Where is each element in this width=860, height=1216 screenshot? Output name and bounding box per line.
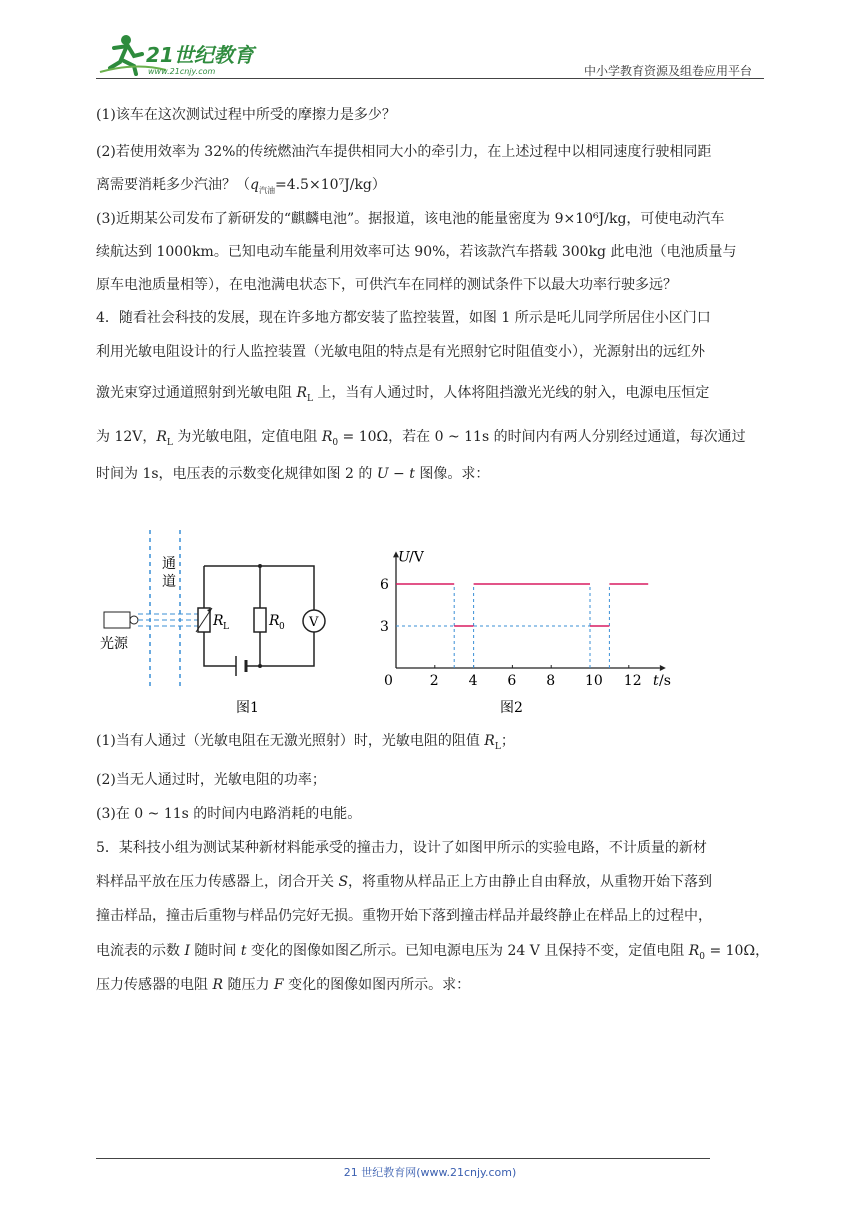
wire-left-bottom [204, 632, 236, 666]
q3-part3-line3: 原车电池质量相等），在电池满电状态下，可供汽车在同样的测试条件下以最大功率行驶多远？ [96, 277, 677, 293]
q4-line2: 利用光敏电阻设计的行人监控装置（光敏电阻的特点是有光照射它时阻值变小），光源射出的远红外 [96, 344, 705, 360]
q5-line2: 料样品平放在压力传感器上，闭合开关 S，将重物从样品正上方由静止自由释放，从重物开始下落到 [96, 874, 713, 890]
x-tick-label-8: 8 [546, 673, 556, 689]
q3-part3-line1: (3)近期某公司发布了新研发的“麒麟电池”。据报道，该电池的能量密度为 9×10⁶J/kg，可使电动汽车 [96, 211, 725, 227]
q5-line4: 电流表的示数 I 随时间 t 变化的图像如图乙所示。已知电源电压为 24 V 且保持不变，定值电阻 $R_0 = 10\Omega$， [96, 943, 770, 962]
light-source-lens [130, 616, 138, 624]
channel-label-1: 通 [162, 556, 176, 572]
x-tick-label-10: 10 [585, 673, 603, 689]
rl-sub: L [223, 622, 229, 632]
x-tick-label-6: 6 [507, 673, 517, 689]
q3-part3-line2: 续航达到 1000km。已知电动车能量利用效率可达 90%，若该款汽车搭载 300kg 此电池（电池质量与 [96, 244, 737, 260]
platform-name: 中小学教育资源及组卷应用平台 [583, 64, 752, 78]
footer-link[interactable]: 21 世纪教育网(www.21cnjy.com) [343, 1166, 517, 1179]
rl-label: R [213, 613, 224, 629]
r0-sub: 0 [279, 622, 285, 632]
runner-logo-icon [96, 32, 266, 80]
x-tick-label-12: 12 [623, 673, 642, 689]
y-axis-var: U [398, 549, 410, 566]
header-divider [96, 78, 764, 79]
figure-2-chart [370, 490, 680, 720]
x-tick-label-4: 4 [468, 673, 478, 689]
x-axis-arrow [660, 665, 666, 671]
voltmeter-label: V [309, 615, 319, 630]
resistor-r0 [254, 608, 266, 632]
wire-top [204, 566, 314, 610]
q5-line1: 5．某科技小组为测试某种新材料能承受的撞击力，设计了如图甲所示的实验电路，不计质量的新材 [96, 840, 707, 856]
wire-right-bottom [246, 632, 314, 666]
r0-label: R [269, 613, 280, 629]
x-tick-label-2: 2 [429, 673, 439, 689]
figure-2-caption: 图2 [500, 700, 523, 716]
q4-sub1: (1)当有人通过（光敏电阻在无激光照射）时，光敏电阻的阻值 $R_L$； [96, 733, 515, 752]
q3-part2-line2: 离需要消耗多少汽油？$(q_{汽油}=4.5\times 10^7J/kg)$ [96, 177, 386, 195]
q4-sub2: (2)当无人通过时，光敏电阻的功率； [96, 772, 326, 788]
logo-text: 21世纪教育 [146, 43, 254, 67]
q4-line5: 时间为 1s，电压表的示数变化规律如图 2 的 U − t 图像。求： [96, 466, 490, 482]
channel-label-2: 道 [162, 574, 176, 590]
site-logo [96, 32, 266, 80]
y-tick-label-3: 3 [380, 619, 389, 635]
q4-line3: 激光束穿过通道照射到光敏电阻 $R_L$ 上，当有人通过时，人体将阻挡激光光线的射入，电源电压恒定 [96, 385, 710, 404]
q4-line4: 为 12V，$R_L$ 为光敏电阻，定值电阻 $R_0 = 10\Omega$，若在 0 ~ 11s 的时间内有两人分别经过通道，每次通过 [96, 429, 746, 448]
figure-1-caption: 图1 [236, 700, 259, 716]
x-axis-var: t [653, 673, 659, 689]
q5-line5: 压力传感器的电阻 R 随压力 F 变化的图像如图丙所示。求： [96, 977, 471, 993]
q4-line1: 4．随看社会科技的发展，现在许多地方都安装了监控装置，如图 1 所示是吒儿同学所居住小区门口 [96, 310, 711, 326]
q3-part2-line1: (2)若使用效率为 32%的传统燃油汽车提供相同大小的牵引力，在上述过程中以相同速度行驶相同距 [96, 144, 712, 160]
x-axis-unit: /s [659, 673, 671, 689]
q4-sub3: (3)在 0 ~ 11s 的时间内电路消耗的电能。 [96, 806, 362, 822]
y-axis-unit: /V [409, 549, 424, 566]
y-tick-label-6: 6 [380, 577, 389, 593]
light-source-icon [104, 612, 130, 628]
light-source-label: 光源 [100, 636, 128, 652]
q3-part1: (1)该车在这次测试过程中所受的摩擦力是多少？ [96, 107, 396, 123]
q5-line3: 撞击样品，撞击后重物与样品仍完好无损。重物开始下落到撞击样品并最终静止在样品上的过程中， [96, 908, 712, 924]
figure-1-circuit [96, 520, 336, 720]
origin-label: 0 [384, 673, 393, 689]
footer-divider [96, 1158, 710, 1159]
logo-url: www.21cnjy.com [148, 67, 216, 76]
